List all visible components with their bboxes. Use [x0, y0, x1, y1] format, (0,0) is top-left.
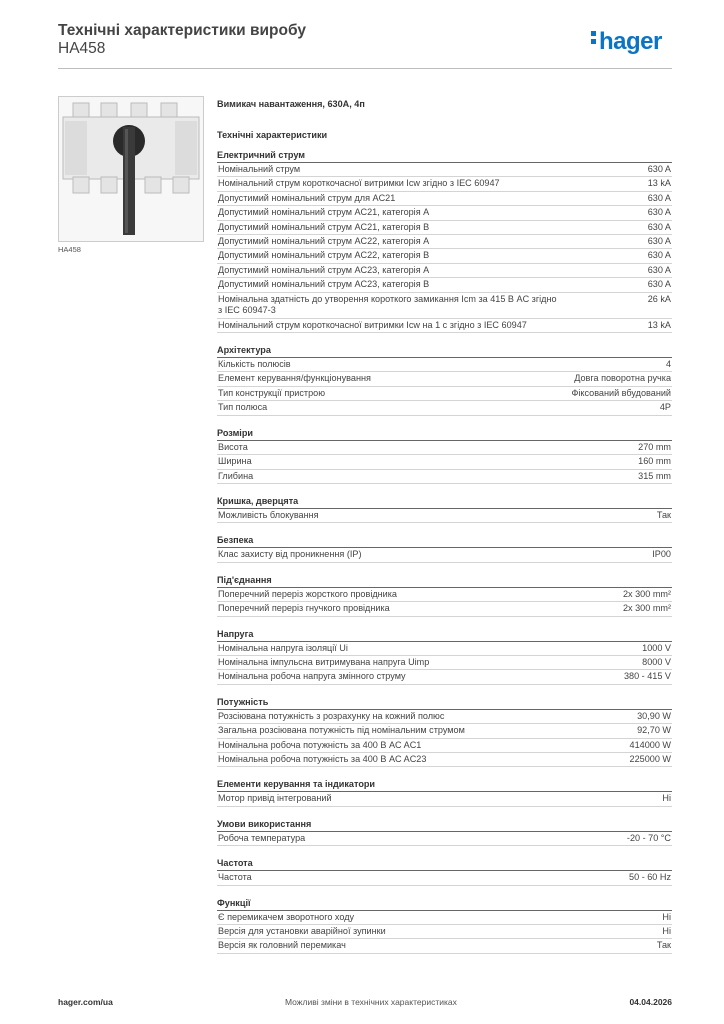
spec-label: Номінальна робоча напруга змінного струму — [218, 671, 406, 682]
footer-date: 04.04.2026 — [629, 997, 672, 1007]
spec-value: Фіксований вбудований — [571, 387, 671, 398]
spec-label: Номінальна імпульсна витримувана напруга Uimp — [218, 656, 430, 667]
spec-row — [217, 871, 672, 885]
section-heading: Елементи керування та індикатори — [217, 777, 672, 792]
spec-value: 630 A — [647, 221, 671, 232]
tech-specs-title: Технічні характеристики — [217, 130, 328, 140]
spec-label: Номінальна здатність до утворення короткого замикання Icm за 415 В AC згідно з IEC 60947-3 — [218, 293, 557, 316]
spec-row — [217, 739, 672, 753]
spec-value: 30,90 W — [637, 710, 671, 721]
spec-row — [217, 264, 672, 278]
section-heading: Функції — [217, 896, 672, 911]
spec-row — [217, 455, 672, 469]
spec-value: 630 A — [647, 207, 671, 218]
spec-value: 4 — [665, 359, 671, 370]
spec-label: Номінальний струм короткочасної витримки Icw на 1 с згідно з IEC 60947 — [218, 319, 527, 330]
spec-value: 2x 300 mm² — [622, 603, 671, 614]
spec-row — [217, 939, 672, 953]
spec-label: Розсіювана потужність з розрахунку на кожний полюс — [218, 710, 445, 721]
spec-label: Можливість блокування — [218, 509, 319, 520]
spec-value: Ні — [662, 793, 671, 804]
spec-row — [217, 509, 672, 523]
spec-value: 13 kA — [647, 178, 671, 189]
spec-row — [217, 206, 672, 220]
spec-value: 630 A — [647, 236, 671, 247]
spec-row — [217, 911, 672, 925]
section-heading: Потужність — [217, 695, 672, 710]
spec-value: Так — [656, 940, 671, 951]
spec-row — [217, 588, 672, 602]
spec-value: 380 - 415 V — [623, 671, 671, 682]
spec-label: Версія як головний перемикач — [218, 940, 346, 951]
spec-row — [217, 401, 672, 415]
header-divider — [58, 68, 672, 69]
spec-label: Є перемикачем зворотного ходу — [218, 911, 355, 922]
spec-label: Кількість полюсів — [218, 359, 291, 370]
image-caption: HA458 — [58, 245, 81, 254]
spec-label: Глибина — [218, 470, 254, 481]
spec-value: 630 A — [647, 264, 671, 275]
spec-value: 270 mm — [638, 441, 671, 452]
spec-label: Тип конструкції пристрою — [218, 387, 326, 398]
spec-row — [217, 278, 672, 292]
spec-sections — [217, 148, 672, 954]
spec-label: Номінальна напруга ізоляції Ui — [218, 642, 348, 653]
spec-row — [217, 387, 672, 401]
spec-row — [217, 656, 672, 670]
spec-value: 630 A — [647, 250, 671, 261]
spec-value: 1000 V — [642, 642, 671, 653]
spec-label: Тип полюса — [218, 402, 268, 413]
spec-value: -20 - 70 °C — [626, 832, 671, 843]
spec-row — [217, 602, 672, 616]
spec-label: Поперечний переріз жорсткого провідника — [218, 588, 397, 599]
spec-row — [217, 319, 672, 333]
spec-value: Ні — [662, 926, 671, 936]
spec-value: Ні — [662, 911, 671, 922]
spec-row — [217, 372, 672, 386]
spec-label: Висота — [218, 441, 248, 452]
product-title: Вимикач навантаження, 630А, 4п — [217, 99, 365, 109]
hager-logo: hager — [591, 28, 662, 56]
spec-label: Номінальний струм короткочасної витримки Icw згідно з IEC 60947 — [218, 178, 500, 189]
load-break-switch-photo-icon — [59, 97, 203, 241]
spec-label: Допустимий номінальний струм AC21, категорія B — [218, 221, 430, 232]
spec-row — [217, 470, 672, 484]
spec-label: Мотор привід інтегрований — [218, 793, 332, 804]
spec-label: Номінальна робоча потужність за 400 В AC AC1 — [218, 739, 422, 750]
spec-row — [217, 221, 672, 235]
spec-row — [217, 177, 672, 191]
spec-value: 26 kA — [647, 293, 671, 304]
spec-value: 13 kA — [647, 319, 671, 330]
section-heading: Частота — [217, 856, 672, 871]
spec-value: Довга поворотна ручка — [574, 373, 671, 384]
logo-dots-icon — [591, 28, 596, 47]
spec-value: 315 mm — [638, 470, 671, 481]
spec-value: 160 mm — [638, 456, 671, 467]
spec-value: 2x 300 mm² — [622, 588, 671, 599]
spec-label: Допустимий номінальний струм AC21, категорія A — [218, 207, 430, 218]
spec-label: Допустимий номінальний струм для AC21 — [218, 192, 396, 203]
spec-label: Загальна розсіювана потужність під номінальним струмом — [218, 725, 465, 736]
spec-value: 630 A — [647, 192, 671, 203]
spec-row — [217, 249, 672, 263]
spec-value: 225000 W — [629, 753, 671, 764]
spec-row — [217, 358, 672, 372]
product-image — [58, 96, 204, 242]
spec-row — [217, 441, 672, 455]
spec-label: Клас захисту від проникнення (IP) — [218, 549, 362, 560]
section-heading: Кришка, дверцята — [217, 494, 672, 509]
section-heading: Під'єднання — [217, 573, 672, 588]
spec-value: 8000 V — [642, 656, 671, 667]
spec-label: Допустимий номінальний струм AC23, категорія A — [218, 264, 430, 275]
spec-row — [217, 925, 672, 939]
spec-row — [217, 192, 672, 206]
spec-row — [217, 642, 672, 656]
spec-label: Допустимий номінальний струм AC22, категорія B — [218, 250, 430, 261]
section-heading: Розміри — [217, 426, 672, 441]
section-heading: Електричний струм — [217, 148, 672, 163]
spec-row — [217, 163, 672, 177]
spec-sheet — [217, 97, 672, 954]
product-code: HA458 — [58, 40, 106, 57]
spec-value: Так — [656, 509, 671, 520]
spec-row — [217, 724, 672, 738]
spec-row — [217, 710, 672, 724]
spec-label: Номінальний струм — [218, 164, 301, 174]
spec-value: 4P — [659, 402, 671, 413]
spec-value: 630 A — [647, 164, 671, 174]
spec-label: Допустимий номінальний струм AC23, категорія B — [218, 279, 430, 290]
footer-disclaimer: Можливі зміни в технічних характеристиках — [285, 997, 457, 1007]
spec-label: Елемент керування/функціонування — [218, 373, 371, 384]
spec-label: Версія для установки аварійної зупинки — [218, 926, 386, 936]
spec-row — [217, 753, 672, 767]
page-title: Технічні характеристики виробу — [58, 22, 306, 39]
spec-label: Робоча температура — [218, 832, 306, 843]
section-heading: Умови використання — [217, 817, 672, 832]
spec-row — [217, 670, 672, 684]
section-heading: Архітектура — [217, 343, 672, 358]
spec-value: 92,70 W — [637, 725, 671, 736]
section-heading: Напруга — [217, 627, 672, 642]
footer-website: hager.com/ua — [58, 997, 113, 1007]
spec-label: Частота — [218, 872, 252, 883]
spec-label: Номінальна робоча потужність за 400 В AC AC23 — [218, 753, 427, 764]
spec-value: IP00 — [652, 549, 671, 560]
spec-row — [217, 293, 672, 319]
spec-row — [217, 548, 672, 562]
spec-value: 50 - 60 Hz — [629, 872, 671, 883]
spec-row — [217, 235, 672, 249]
spec-label: Поперечний переріз гнучкого провідника — [218, 603, 390, 614]
spec-label: Допустимий номінальний струм AC22, категорія A — [218, 236, 430, 247]
spec-row — [217, 832, 672, 846]
spec-value: 630 A — [647, 279, 671, 290]
section-heading: Безпека — [217, 533, 672, 548]
spec-value: 414000 W — [629, 739, 671, 750]
spec-row — [217, 792, 672, 806]
spec-label: Ширина — [218, 456, 252, 467]
